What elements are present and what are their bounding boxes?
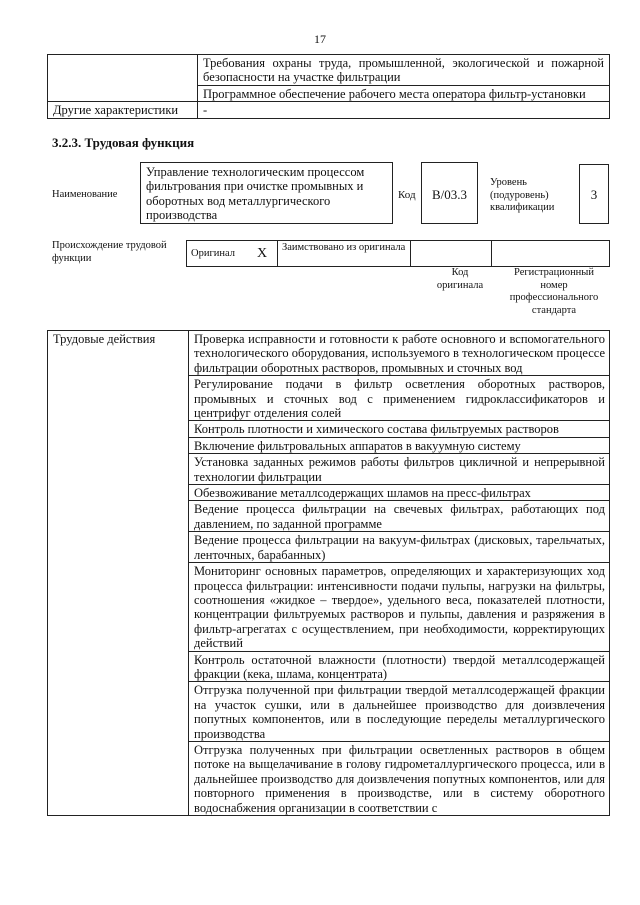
empty-cell: [48, 55, 198, 102]
function-code-label: Код: [398, 189, 416, 201]
registration-number-caption: Регистрационный номер профессионального стандарта: [509, 267, 599, 316]
origin-label-line-1: Происхождение трудовой: [52, 240, 167, 251]
table-row: [48, 55, 610, 86]
page-number: 17: [314, 32, 326, 46]
labor-action-item: Включение фильтровальных аппаратов в вакуумную систему: [189, 437, 610, 453]
qualification-level-box: 3: [579, 164, 609, 224]
origin-table: [186, 240, 610, 267]
table-row: [187, 241, 610, 267]
labor-action-item: Проверка исправности и готовности к работе основного и вспомогательного технологического оборудования, используемого в технологическом процессе фильтрации оборотных растворов, промывных и сточных вод: [189, 331, 610, 376]
level-label-line-2: (подуровень): [490, 189, 549, 201]
original-mark: X: [247, 241, 278, 267]
other-characteristics-value: -: [198, 102, 610, 118]
requirements-cell: Требования охраны труда, промышленной, экологической и пожарной безопасности на участке фильтрации: [198, 55, 610, 86]
original-code-caption: Код оригинала: [436, 267, 484, 291]
original-code-cell: [411, 241, 492, 267]
original-label: Оригинал: [187, 241, 248, 267]
origin-label-line-2: функции: [52, 252, 92, 264]
function-name-label: Наименование: [52, 189, 118, 200]
labor-action-item: Обезвоживание металлсодержащих шламов на пресс-фильтрах: [189, 485, 610, 501]
labor-action-item: Ведение процесса фильтрации на свечевых фильтрах, работающих под давлением, по заданной программе: [189, 501, 610, 532]
labor-actions-body: [48, 331, 610, 816]
labor-action-item: Контроль остаточной влажности (плотности) твердой металлсодержащей фракции (кека, шлама, концентрата): [189, 651, 610, 682]
labor-action-item: Отгрузка полученной при фильтрации твердой металлсодержащей фракции на участок сушки, или в дальнейшее производство для доизвлечения попутных компонентов, или в последующие переделы металлургического производства: [189, 682, 610, 742]
labor-actions-table: [47, 330, 610, 816]
qualification-level-label: [490, 177, 554, 215]
level-label-line-1: Уровень: [490, 177, 527, 188]
labor-actions-label: Трудовые действия: [48, 331, 189, 816]
labor-action-item: Мониторинг основных параметров, определяющих и характеризующих ход процесса фильтрации: интенсивности подачи пульпы, нагрузки на фильтры, соотношения «жидкое – твердое», удельного веса, показателей плотности, концентрации фильтруемых растворов и пульпы, давления и разряжения в фильтр-агрегатах с осуществлением, при необходимости, корректирующих действий: [189, 563, 610, 651]
borrowed-label: Заимствовано из оригинала: [278, 241, 411, 267]
characteristics-table: [47, 54, 610, 119]
registration-number-cell: [492, 241, 610, 267]
labor-action-item: Контроль плотности и химического состава фильтруемых растворов: [189, 421, 610, 437]
function-name-box: Управление технологическим процессом фильтрования при очистке промывных и оборотных вод металлургического производства: [140, 162, 393, 224]
labor-action-item: Установка заданных режимов работы фильтров цикличной и непрерывной технологии фильтрации: [189, 454, 610, 485]
labor-action-item: Отгрузка полученных при фильтрации осветленных растворов в общем потоке на выщелачивание в голову гидрометаллургического процесса, или в дальнейшее производство для доизвлечения попутных компонентов, или для повторного применения в производстве, или в систему оборотного водоснабжения организации в соответствии с: [189, 741, 610, 815]
other-characteristics-label: Другие характеристики: [48, 102, 198, 118]
labor-action-item: Регулирование подачи в фильтр осветления оборотных растворов, промывных и сточных вод с применением гидроклассификаторов и центрифуг отделения солей: [189, 376, 610, 421]
table-row: [48, 102, 610, 118]
function-code-box: B/03.3: [421, 162, 478, 224]
level-label-line-3: квалификации: [490, 202, 555, 213]
section-heading: 3.2.3. Трудовая функция: [52, 135, 195, 150]
function-origin-label: [52, 240, 167, 265]
software-cell: Программное обеспечение рабочего места оператора фильтр-установки: [198, 85, 610, 101]
table-row: [48, 331, 610, 376]
labor-action-item: Ведение процесса фильтрации на вакуум-фильтрах (дисковых, тарельчатых, ленточных, барабанных): [189, 532, 610, 563]
